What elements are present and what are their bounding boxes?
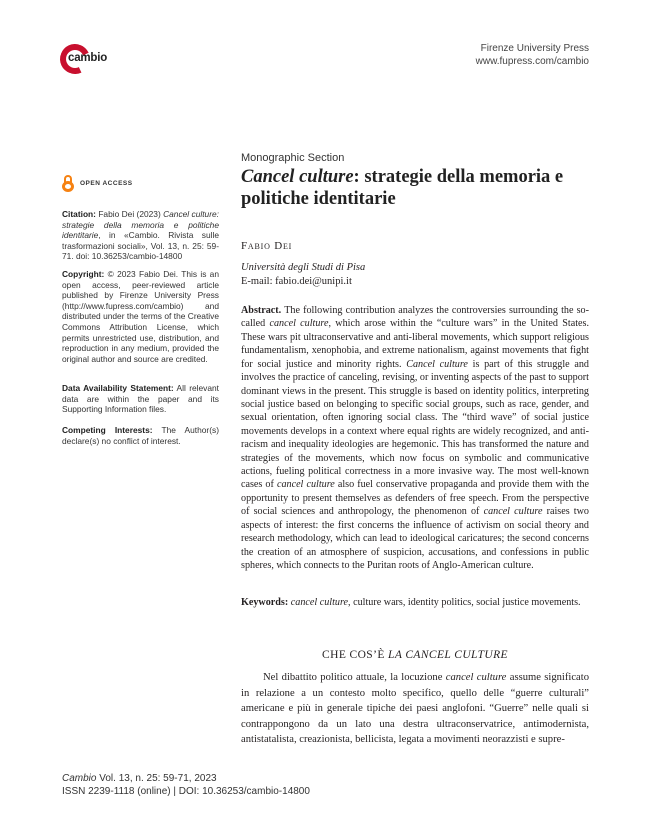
- journal-footer: [62, 772, 310, 798]
- open-access-badge: [62, 175, 133, 192]
- competing-interests-label: Competing Interests:: [62, 425, 153, 435]
- section-heading: [241, 649, 589, 661]
- open-access-label: OPEN ACCESS: [80, 180, 133, 187]
- citation-post: , in «Cambio. Rivista sulle trasformazioni sociali», Vol. 13, n. 25: 59-71. doi: 10.36253/cambio-14800: [62, 230, 219, 262]
- abstract-text-4: also fuel conservative propaganda and provide them with the opportunity to present themselves as defenders of free speech. From the perspective of social sciences and anthropology, the phenomenon of: [241, 479, 590, 518]
- cambio-logo: [60, 42, 112, 82]
- section-label: Monographic Section: [241, 152, 345, 164]
- citation-label: Citation:: [62, 209, 96, 219]
- affiliation: Università degli Studi di Pisa: [241, 262, 366, 273]
- issn-doi: ISSN 2239-1118 (online) | DOI: 10.36253/cambio-14800: [62, 786, 310, 797]
- heading-italic: LA CANCEL CULTURE: [388, 649, 508, 661]
- data-availability-text: All relevant data are within the paper and its Supporting Information files.: [62, 383, 219, 415]
- publisher-name: Firenze University Press: [480, 43, 589, 54]
- body-text-1: Nel dibattito politico attuale, la locuzione: [263, 672, 446, 683]
- publisher-info: [476, 42, 589, 68]
- competing-interests-block: [62, 425, 219, 446]
- publisher-url[interactable]: www.fupress.com/cambio: [475, 56, 589, 67]
- article-title: [241, 166, 589, 210]
- keywords-rest: , culture wars, identity politics, social justice movements.: [348, 597, 581, 608]
- abstract: [241, 304, 589, 572]
- keywords: [241, 596, 589, 609]
- data-availability-block: [62, 383, 219, 415]
- open-access-icon: [62, 175, 74, 192]
- abstract-label: Abstract.: [241, 305, 282, 316]
- keywords-italic: cancel culture: [290, 597, 349, 608]
- title-italic: Cancel culture: [241, 167, 354, 187]
- keywords-label: Keywords:: [241, 597, 289, 608]
- abstract-italic-1: cancel culture: [269, 318, 329, 330]
- abstract-text-2: , which arose within the “culture wars” in the United States. These wars pit ultraconservative and anti-liberal movements, which support religious fundamentalism, xenophobia, and extreme nationalism, against movements that fight for social justice and minority rights.: [241, 318, 589, 370]
- copyright-text: © 2023 Fabio Dei. This is an open access, peer-reviewed article published by Firenze University Press (http://www.fupress.com/cambio) and distributed under the terms of the Creative Commons Attribution License, which permits unrestricted use, distribution, and reproduction in any medium, provided the original author and source are credited.: [62, 269, 219, 364]
- abstract-italic-4: cancel culture: [483, 506, 543, 518]
- body-text-2: assume significato in relazione a un contesto molto specifico, quello delle “guerre culturali” americane e più in generale tipiche dei paesi anglofoni. “Guerre” nelle quali si contrappongono da un lato una destra ultraconservatrice, antimodernista, antistatalista, creazionista, bellicista, legata a movimenti neorazzisti e supre-: [241, 672, 589, 745]
- abstract-italic-3: cancel culture: [276, 479, 335, 491]
- citation-block: [62, 209, 219, 262]
- copyright-label: Copyright:: [62, 269, 105, 279]
- abstract-text-3: is part of this struggle and involves the practice of canceling, revising, or inventing aspects of the past to support dominant views in the present. This struggle is based on identity politics, interpreting social justice based on belonging to specific social groups, such as race, gender, and sexual orientation, often ignoring social class. The “third wave” of social justice movements develops in a context where equal rights are widely recognized, and anti-racism and inequality ideologies are hegemonic. This has transformed the nature and strategies of the movements, which now focus on symbolic and communicative actions, fueling political correctness in a more invasive way. The most well-known cases of: [241, 358, 589, 491]
- abstract-text-1: The following contribution analyzes the controversies surrounding the so-called: [241, 305, 589, 330]
- journal-volume: Vol. 13, n. 25: 59-71, 2023: [96, 773, 217, 784]
- author-name: Fabio Dei: [241, 240, 293, 252]
- citation-pre: Fabio Dei (2023): [95, 209, 164, 219]
- journal-name: Cambio: [62, 773, 97, 784]
- body-italic-1: cancel culture: [445, 672, 507, 683]
- copyright-block: [62, 269, 219, 364]
- data-availability-label: Data Availability Statement:: [62, 383, 174, 393]
- logo-text: cambio: [68, 52, 108, 64]
- citation-title: Cancel culture: strategie della memoria e politiche identitarie: [62, 209, 219, 241]
- author-affiliation: [241, 261, 589, 288]
- abstract-italic-2: Cancel culture: [406, 358, 468, 370]
- heading-pre: CHE COS’È: [322, 649, 389, 661]
- author-email[interactable]: E-mail: fabio.dei@unipi.it: [241, 275, 352, 287]
- abstract-text-5: raises two aspects of interest: the first concerns the influence of activism on social theory and research methodology, which can lead to ideological caricatures; the second concerns the creation of an atmosphere of suspicion, accusations, and confessions in public spheres, which connects to the Puritan roots of Anglo-American culture.: [241, 506, 589, 572]
- competing-interests-text: The Author(s) declare(s) no conflict of interest.: [62, 425, 219, 446]
- body-paragraph: [241, 670, 589, 748]
- title-rest: : strategie della memoria e politiche identitarie: [241, 167, 564, 209]
